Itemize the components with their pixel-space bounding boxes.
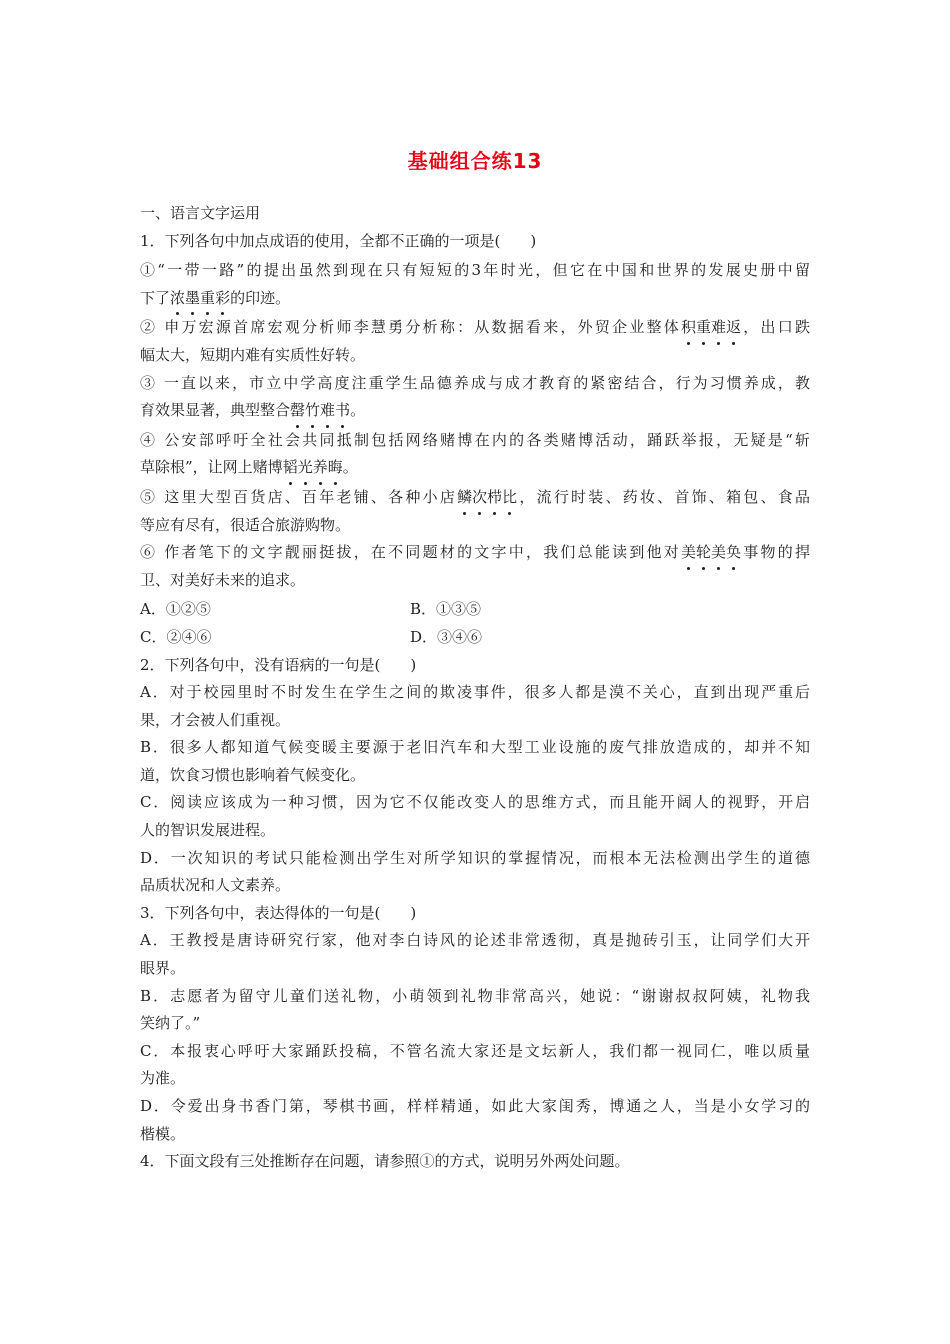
question-1-stem: 1．下列各句中加点成语的使用，全都不正确的一项是( ) [140, 231, 537, 250]
q3-option-c-line-1: C．本报衷心呼吁大家踊跃投稿，不管名流大家还是文坛新人，我们都一视同仁，唯以质量 [140, 1041, 810, 1060]
dotted-idiom [170, 289, 230, 307]
question-4 [140, 1148, 810, 1176]
text: 草除根”，让网上赌博 [140, 458, 283, 477]
dotted-char: 罄 [290, 397, 305, 425]
dotted-char: 积 [681, 314, 696, 342]
dotted-idiom [290, 401, 350, 419]
option-c: C．②④⑥ [140, 627, 212, 646]
text: 。 [342, 458, 358, 477]
dotted-char: 难 [320, 397, 335, 425]
question-1 [140, 228, 810, 652]
question-4-stem: 4．下面文段有三处推断存在问题，请参照①的方式，说明另外两处问题。 [140, 1152, 630, 1171]
text: 的印迹。 [230, 288, 291, 307]
q2-option-d-line-1: D．一次知识的考试只能检测出学生对所学知识的掌握情况，而根本无法检测出学生的道德 [140, 848, 810, 867]
text: ，流行时装、药妆、首饰、箱包、食品 [517, 487, 810, 506]
option-d: D．③④⑥ [410, 627, 483, 646]
dotted-char: 彩 [215, 285, 230, 313]
option-b: B．①③⑤ [410, 600, 482, 619]
text: ② 申万宏源首席宏观分析师李慧勇分析称：从数据看来，外贸企业整体 [140, 318, 682, 337]
dotted-char: 韬 [283, 454, 298, 482]
dotted-char: 晦 [328, 454, 343, 482]
dotted-char: 次 [472, 484, 487, 512]
q1-sentence-6-line-1 [140, 539, 810, 567]
dotted-idiom [283, 458, 343, 476]
q1-sentence-6-line-2: 卫、对美好未来的追求。 [140, 570, 306, 589]
q1-sentence-4-line-2 [140, 454, 810, 482]
dotted-char: 栉 [487, 484, 502, 512]
q3-option-d-line-1: D．令爱出身书香门第，琴棋书画，样样精通，如此大家闺秀，博通之人，当是小女学习的 [140, 1097, 810, 1115]
q3-option-b-line-1: B．志愿者为留守儿童们送礼物，小萌领到礼物非常高兴，她说：“谢谢叔叔阿姨，礼物我 [140, 986, 810, 1005]
dotted-char: 光 [298, 454, 313, 482]
q1-sentence-2-line-2: 幅太大，短期内难有实质性好转。 [140, 345, 366, 364]
question-2-stem: 2．下列各句中，没有语病的一句是( ) [140, 655, 417, 674]
dotted-char: 浓 [170, 285, 185, 313]
q1-sentence-5-line-1 [140, 484, 810, 512]
dotted-char: 返 [726, 314, 741, 342]
q3-option-d-line-2: 楷模。 [140, 1124, 186, 1143]
q1-sentence-5-line-2: 等应有尽有，很适合旅游购物。 [140, 515, 351, 534]
text: 。 [350, 401, 366, 420]
dotted-char: 鳞 [457, 484, 472, 512]
q1-sentence-1-line-2 [140, 285, 810, 313]
dotted-char: 比 [502, 484, 517, 512]
q2-option-b-line-1: B．很多人都知道气候变暖主要源于老旧汽车和大型工业设施的废气排放造成的，却并不知 [140, 738, 810, 757]
q3-option-b-line-2: 笑纳了。” [140, 1014, 201, 1033]
text: ⑥ 作者笔下的文字靓丽挺拔，在不同题材的文字中，我们总能读到他对 [140, 543, 682, 562]
q3-option-a-line-1: A．王教授是唐诗研究行家，他对李白诗风的论述非常透彻，真是抛砖引玉，让同学们大开 [140, 931, 810, 950]
dotted-char: 墨 [185, 285, 200, 313]
q1-sentence-3-line-2 [140, 397, 810, 425]
q1-sentence-4-line-1: ④ 公安部呼吁全社会共同抵制包括网络赌博在内的各类赌博活动，踊跃举报，无疑是“斩 [140, 430, 810, 449]
text: 下了 [140, 288, 171, 307]
q2-option-c-line-2: 人的智识发展进程。 [140, 821, 276, 840]
q2-option-d-line-2: 品质状况和人文素养。 [140, 876, 291, 895]
dotted-char: 养 [313, 454, 328, 482]
q1-sentence-3-line-1: ③ 一直以来，市立中学高度注重学生品德养成与成才教育的紧密结合，行为习惯养成，教 [140, 373, 810, 392]
dotted-char: 书 [335, 397, 350, 425]
q1-options-row-1 [140, 596, 810, 624]
document-body [140, 200, 810, 1176]
dotted-idiom [681, 318, 741, 336]
dotted-char: 美 [711, 539, 726, 567]
dotted-char: 美 [681, 539, 696, 567]
question-3-stem: 3．下列各句中，表达得体的一句是( ) [140, 903, 417, 922]
question-3 [140, 900, 810, 1148]
question-2 [140, 652, 810, 900]
text: 事物的捍 [741, 543, 810, 562]
dotted-idiom [681, 543, 741, 561]
q2-option-a-line-2: 果，才会被人们重视。 [140, 710, 291, 729]
q2-option-b-line-2: 道，饮食习惯也影响着气候变化。 [140, 765, 366, 784]
q2-option-c-line-1: C．阅读应该成为一种习惯，因为它不仅能改变人的思维方式，而且能开阔人的视野，开启 [140, 793, 810, 812]
dotted-char: 重 [696, 314, 711, 342]
dotted-char: 难 [711, 314, 726, 342]
q3-option-a-line-2: 眼界。 [140, 959, 186, 978]
text: ⑤ 这里大型百货店、百年老铺、各种小店 [140, 487, 458, 506]
section-heading: 一、语言文字运用 [140, 204, 261, 222]
q1-sentence-1-line-1: ①“一带一路”的提出虽然到现在只有短短的3年时光，但它在中国和世界的发展史册中留 [140, 261, 810, 280]
dotted-idiom [457, 488, 517, 506]
dotted-char: 重 [200, 285, 215, 313]
dotted-char: 奂 [726, 539, 741, 567]
option-a: A．①②⑤ [140, 600, 211, 619]
dotted-char: 竹 [305, 397, 320, 425]
q2-option-a-line-1: A．对于校园里时不时发生在学生之间的欺凌事件，很多人都是漠不关心，直到出现严重后 [140, 683, 810, 702]
q1-options-row-2 [140, 624, 810, 652]
dotted-char: 轮 [696, 539, 711, 567]
text: ，出口跌 [741, 318, 810, 337]
q3-option-c-line-2: 为准。 [140, 1069, 186, 1088]
text: 育效果显著，典型整合 [140, 401, 291, 420]
q1-sentence-2-line-1 [140, 314, 810, 342]
page-title: 基础组合练13 [407, 149, 543, 173]
